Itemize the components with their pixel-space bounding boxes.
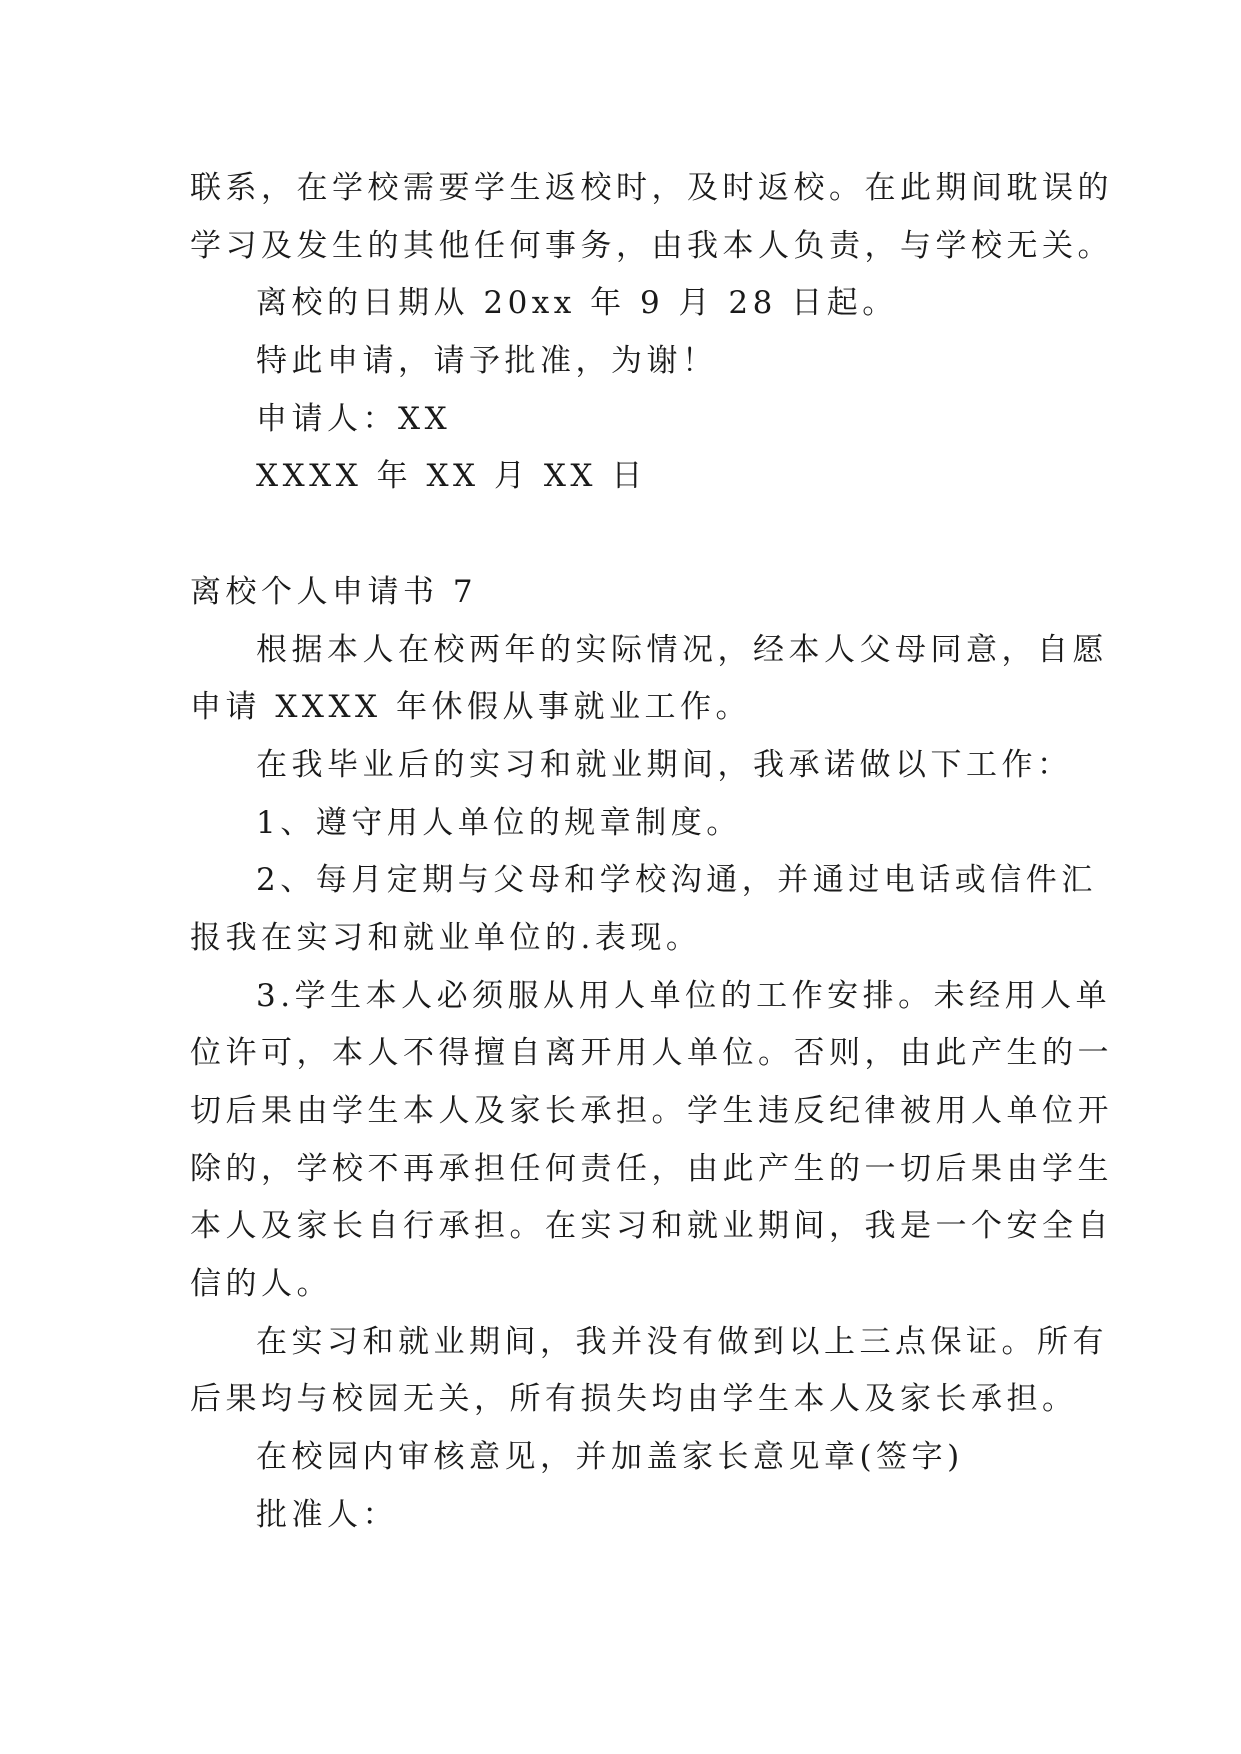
text-line: 特此申请，请予批准，为谢！ (256, 343, 718, 380)
text-line: 报我在实习和就业单位的.表现。 (190, 919, 702, 956)
text-line: 在我毕业后的实习和就业期间，我承诺做以下工作： (256, 746, 1073, 783)
text-line: 后果均与校园无关，所有损失均由学生本人及家长承担。 (190, 1381, 1078, 1418)
blank-line (190, 506, 1060, 564)
text-line: 离校的日期从 20xx 年 9 月 28 日起。 (256, 285, 898, 322)
text-line: 学习及发生的其他任何事务，由我本人负责，与学校无关。 (190, 227, 1113, 264)
text-line: 1、遵守用人单位的规章制度。 (256, 804, 742, 841)
text-line: 除的，学校不再承担任何责任，由此产生的一切后果由学生 (190, 1150, 1113, 1187)
section-heading: 离校个人申请书 7 (190, 573, 478, 610)
text-line: 批准人： (256, 1496, 398, 1533)
text-line: 申请人：XX (256, 400, 452, 437)
text-line: 在实习和就业期间，我并没有做到以上三点保证。所有 (256, 1323, 1108, 1360)
text-line: 切后果由学生本人及家长承担。学生违反纪律被用人单位开 (190, 1093, 1113, 1129)
text-line: 信的人。 (190, 1266, 332, 1303)
text-line: 2、每月定期与父母和学校沟通，并通过电话或信件汇 (256, 862, 1097, 899)
document-body (190, 160, 1113, 1545)
text-line: 根据本人在校两年的实际情况，经本人父母同意，自愿 (256, 631, 1108, 668)
text-line: 申请 XXXX 年休假从事就业工作。 (190, 689, 751, 726)
text-line: 位许可，本人不得擅自离开用人单位。否则，由此产生的一 (190, 1035, 1113, 1072)
text-line: 3.学生本人必须服从用人单位的工作安排。未经用人单 (256, 977, 1112, 1014)
text-line: 本人及家长自行承担。在实习和就业期间，我是一个安全自 (190, 1208, 1113, 1245)
text-line: 联系，在学校需要学生返校时，及时返校。在此期间耽误的 (190, 170, 1113, 206)
text-line: 在校园内审核意见，并加盖家长意见章(签字) (256, 1439, 964, 1476)
text-line: XXXX 年 XX 月 XX 日 (256, 458, 647, 495)
